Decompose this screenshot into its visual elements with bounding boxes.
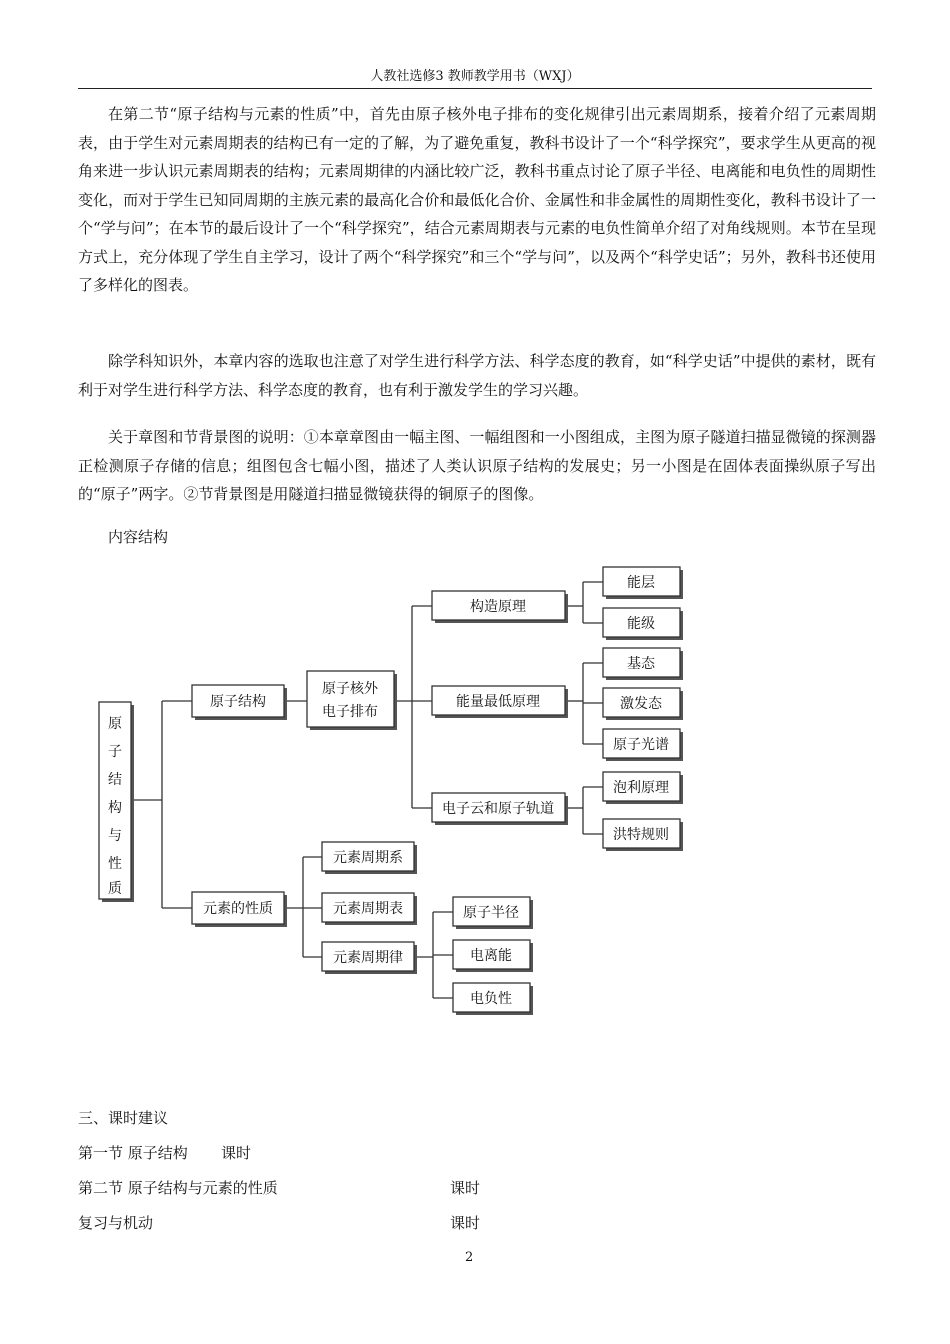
root-char-6: 性: [108, 856, 122, 872]
node-energy-level: [603, 608, 683, 640]
svg-text:元素周期表: 元素周期表: [333, 901, 403, 917]
svg-text:能层: 能层: [627, 575, 655, 591]
node-excited-state: [603, 688, 683, 720]
node-hund-rule: [603, 819, 683, 851]
root-char-3: 结: [108, 772, 122, 788]
schedule-row-3-unit: 课时: [450, 1214, 481, 1232]
svg-text:基态: 基态: [627, 656, 655, 672]
svg-text:原子核外: 原子核外: [322, 681, 378, 697]
node-element-properties: [192, 892, 287, 927]
node-lowest-energy-principle: [432, 686, 568, 718]
paragraph-science-methods: 除学科知识外，本章内容的选取也注意了对学生进行科学方法、科学态度的教育，如“科学史话”中提供的素材，既有利于对学生进行科学方法、科学态度的教育，也有利于激发学生的学习兴趣。: [78, 352, 876, 399]
section3-title: 三、课时建议: [78, 1109, 169, 1127]
node-electronegativity: [453, 983, 533, 1015]
node-periodic-table: [322, 893, 417, 925]
svg-text:原子光谱: 原子光谱: [613, 737, 669, 753]
paragraph-section2-intro: 在第二节“原子结构与元素的性质”中，首先由原子核外电子排布的变化规律引出元素周期系，接着介绍了元素周期表，由于学生对元素周期表的结构已有一定的了解，为了避免重复，教科书设计了一个“科学探究”，要求学生从更高的视角来进一步认识元素周期表的结构；元素周期律的内涵比较广泛，教科书重点讨论了原子半径、电离能和电负性的周期性变化，而对于学生已知同周期的主族元素的最高化合价和最低化合价、金属性和非金属性的周期性变化，教科书设计了一个“学与问”；在本节的最后设计了一个“科学探究”，结合元素周期表与元素的电负性简单介绍了对角线规则。本节在呈现方式上，充分体现了学生自主学习，设计了两个“科学探究”和三个“学与问”，以及两个“科学史话”；另外，教科书还使用了多样化的图表。: [78, 105, 876, 294]
node-electron-configuration: [307, 671, 397, 730]
node-construction-principle: [432, 591, 568, 623]
node-electron-cloud: [432, 793, 568, 825]
svg-text:原子结构: 原子结构: [210, 694, 266, 710]
paragraph-chapter-figures: 关于章图和节背景图的说明：①本章章图由一幅主图、一幅组图和一小图组成，主图为原子隧道扫描显微镜的探测器正检测原子存储的信息；组图包含七幅小图，描述了人类认识原子结构的发展史；另一小图是在固体表面操纵原子写出的“原子”两字。②节背景图是用隧道扫描显微镜获得的铜原子的图像。: [78, 428, 876, 503]
node-root: [99, 702, 134, 902]
svg-text:元素的性质: 元素的性质: [203, 901, 273, 917]
root-char-5: 与: [108, 828, 122, 844]
node-pauli-principle: [603, 772, 683, 804]
schedule-row-3-name: 复习与机动: [78, 1214, 154, 1232]
schedule-row-1-name: 第一节 原子结构: [78, 1144, 188, 1162]
svg-text:构造原理: 构造原理: [470, 599, 526, 615]
node-ground-state: [603, 648, 683, 680]
page-header: 人教社选修3 教师教学用书（WXJ）: [78, 68, 872, 89]
svg-text:激发态: 激发态: [620, 696, 662, 712]
svg-text:元素周期律: 元素周期律: [333, 950, 403, 966]
svg-text:洪特规则: 洪特规则: [613, 827, 669, 843]
svg-text:电子云和原子轨道: 电子云和原子轨道: [442, 801, 554, 817]
svg-text:电离能: 电离能: [470, 948, 512, 964]
node-periodic-system: [322, 842, 417, 874]
node-periodic-law: [322, 942, 417, 974]
root-char-2: 子: [108, 744, 122, 760]
node-ionization-energy: [453, 940, 533, 972]
svg-text:原子半径: 原子半径: [463, 905, 519, 921]
svg-text:泡利原理: 泡利原理: [613, 780, 669, 796]
root-char-1: 原: [108, 716, 122, 732]
node-atomic-radius: [453, 897, 533, 929]
schedule-row-2-unit: 课时: [450, 1179, 481, 1197]
root-char-7: 质: [108, 881, 122, 897]
node-atomic-spectrum: [603, 729, 683, 761]
svg-text:电负性: 电负性: [470, 991, 512, 1007]
svg-text:能量最低原理: 能量最低原理: [456, 694, 540, 710]
node-energy-shell: [603, 567, 683, 599]
svg-text:元素周期系: 元素周期系: [333, 850, 403, 866]
svg-text:电子排布: 电子排布: [322, 704, 378, 720]
schedule-row-2-name: 第二节 原子结构与元素的性质: [78, 1179, 278, 1197]
content-structure-label: 内容结构: [108, 528, 169, 546]
page-number: 2: [465, 1250, 474, 1265]
schedule-row-1-unit: 课时: [221, 1144, 252, 1162]
svg-text:能级: 能级: [627, 616, 655, 632]
diagram-connectors: [132, 582, 603, 998]
root-char-4: 构: [108, 800, 122, 816]
node-atomic-structure: [192, 685, 287, 720]
